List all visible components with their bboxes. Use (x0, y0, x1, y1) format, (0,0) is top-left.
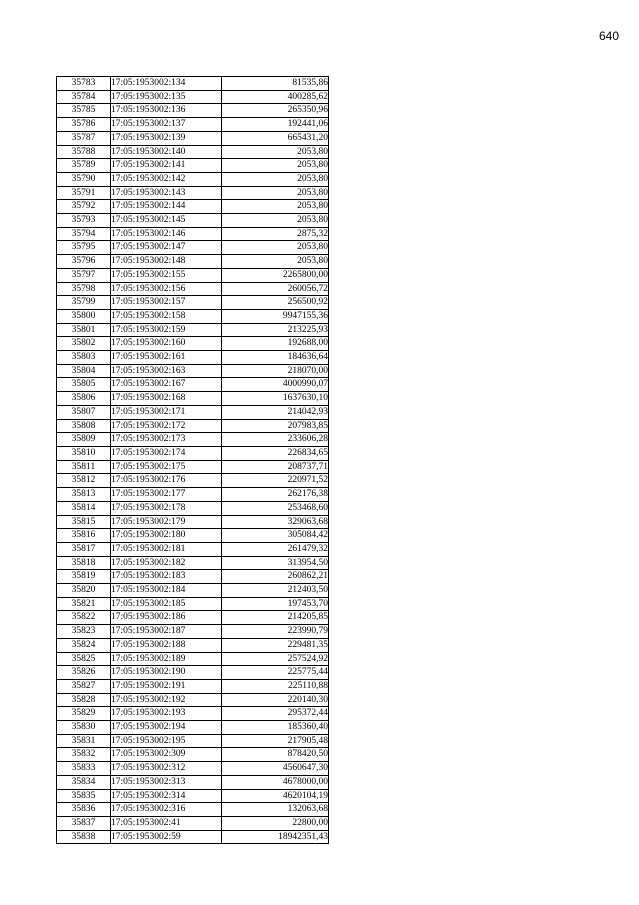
row-number-cell: 35787 (57, 131, 111, 145)
cadastral-value-cell: 253468,60 (222, 501, 329, 515)
cadastral-value-cell: 878420,50 (222, 748, 329, 762)
row-number-cell: 35801 (57, 323, 111, 337)
cadastral-value-cell: 226834,65 (222, 446, 329, 460)
cadastral-number-cell: 17:05:1953002:180 (111, 529, 222, 543)
cadastral-value-cell: 192688,00 (222, 337, 329, 351)
cadastral-number-cell: 17:05:1953002:314 (111, 789, 222, 803)
table-row (57, 611, 329, 625)
row-number-cell: 35812 (57, 474, 111, 488)
row-number-cell: 35786 (57, 118, 111, 132)
row-number-cell: 35838 (57, 830, 111, 844)
row-number-cell: 35824 (57, 638, 111, 652)
cadastral-value-cell: 2053,80 (222, 159, 329, 173)
cadastral-number-cell: 17:05:1953002:157 (111, 296, 222, 310)
cadastral-value-cell: 262176,38 (222, 488, 329, 502)
cadastral-value-cell: 220140,30 (222, 693, 329, 707)
cadastral-value-cell: 295372,44 (222, 707, 329, 721)
table-row (57, 488, 329, 502)
row-number-cell: 35796 (57, 255, 111, 269)
row-number-cell: 35785 (57, 104, 111, 118)
cadastral-number-cell: 17:05:1953002:136 (111, 104, 222, 118)
row-number-cell: 35803 (57, 351, 111, 365)
row-number-cell: 35791 (57, 186, 111, 200)
cadastral-value-cell: 2053,80 (222, 214, 329, 228)
cadastral-value-cell: 9947155,36 (222, 309, 329, 323)
cadastral-value-cell: 233606,28 (222, 433, 329, 447)
table-row (57, 118, 329, 132)
table-row (57, 748, 329, 762)
cadastral-number-cell: 17:05:1953002:41 (111, 816, 222, 830)
table-row (57, 364, 329, 378)
table-row (57, 200, 329, 214)
cadastral-number-cell: 17:05:1953002:179 (111, 515, 222, 529)
table-row (57, 638, 329, 652)
table-row (57, 556, 329, 570)
table-row (57, 789, 329, 803)
row-number-cell: 35820 (57, 584, 111, 598)
cadastral-value-cell: 260862,21 (222, 570, 329, 584)
cadastral-number-cell: 17:05:1953002:176 (111, 474, 222, 488)
row-number-cell: 35831 (57, 734, 111, 748)
cadastral-number-cell: 17:05:1953002:184 (111, 584, 222, 598)
row-number-cell: 35828 (57, 693, 111, 707)
cadastral-value-cell: 2053,80 (222, 241, 329, 255)
cadastral-number-cell: 17:05:1953002:168 (111, 392, 222, 406)
cadastral-number-cell: 17:05:1953002:156 (111, 282, 222, 296)
table-row (57, 584, 329, 598)
cadastral-number-cell: 17:05:1953002:194 (111, 721, 222, 735)
cadastral-number-cell: 17:05:1953002:190 (111, 666, 222, 680)
cadastral-number-cell: 17:05:1953002:160 (111, 337, 222, 351)
table-row (57, 186, 329, 200)
cadastral-number-cell: 17:05:1953002:161 (111, 351, 222, 365)
cadastral-value-cell: 2053,80 (222, 172, 329, 186)
table-row (57, 721, 329, 735)
table-row (57, 734, 329, 748)
cadastral-number-cell: 17:05:1953002:141 (111, 159, 222, 173)
cadastral-value-cell: 265350,96 (222, 104, 329, 118)
table-row (57, 159, 329, 173)
table-row (57, 775, 329, 789)
row-number-cell: 35827 (57, 679, 111, 693)
row-number-cell: 35810 (57, 446, 111, 460)
row-number-cell: 35825 (57, 652, 111, 666)
row-number-cell: 35836 (57, 803, 111, 817)
cadastral-value-cell: 225775,44 (222, 666, 329, 680)
table-body (57, 77, 329, 844)
cadastral-value-cell: 223990,79 (222, 625, 329, 639)
cadastral-value-cell: 2053,80 (222, 145, 329, 159)
table-row (57, 145, 329, 159)
cadastral-number-cell: 17:05:1953002:135 (111, 90, 222, 104)
cadastral-number-cell: 17:05:1953002:313 (111, 775, 222, 789)
row-number-cell: 35821 (57, 597, 111, 611)
cadastral-number-cell: 17:05:1953002:186 (111, 611, 222, 625)
table-row (57, 227, 329, 241)
table-row (57, 679, 329, 693)
cadastral-number-cell: 17:05:1953002:139 (111, 131, 222, 145)
cadastral-value-cell: 192441,06 (222, 118, 329, 132)
table-row (57, 433, 329, 447)
row-number-cell: 35798 (57, 282, 111, 296)
table-row (57, 501, 329, 515)
cadastral-number-cell: 17:05:1953002:174 (111, 446, 222, 460)
row-number-cell: 35784 (57, 90, 111, 104)
cadastral-number-cell: 17:05:1953002:175 (111, 460, 222, 474)
cadastral-value-cell: 217905,48 (222, 734, 329, 748)
table-row (57, 419, 329, 433)
row-number-cell: 35808 (57, 419, 111, 433)
cadastral-value-table (56, 76, 329, 844)
cadastral-number-cell: 17:05:1953002:167 (111, 378, 222, 392)
cadastral-value-cell: 18942351,43 (222, 830, 329, 844)
table-row (57, 309, 329, 323)
table-row (57, 392, 329, 406)
table-row (57, 282, 329, 296)
cadastral-number-cell: 17:05:1953002:137 (111, 118, 222, 132)
cadastral-number-cell: 17:05:1953002:193 (111, 707, 222, 721)
cadastral-number-cell: 17:05:1953002:134 (111, 77, 222, 91)
row-number-cell: 35818 (57, 556, 111, 570)
cadastral-number-cell: 17:05:1953002:309 (111, 748, 222, 762)
row-number-cell: 35823 (57, 625, 111, 639)
table-row (57, 830, 329, 844)
cadastral-number-cell: 17:05:1953002:59 (111, 830, 222, 844)
cadastral-number-cell: 17:05:1953002:163 (111, 364, 222, 378)
table-row (57, 172, 329, 186)
cadastral-value-cell: 208737,71 (222, 460, 329, 474)
row-number-cell: 35813 (57, 488, 111, 502)
cadastral-number-cell: 17:05:1953002:189 (111, 652, 222, 666)
row-number-cell: 35795 (57, 241, 111, 255)
row-number-cell: 35816 (57, 529, 111, 543)
cadastral-value-cell: 256500,92 (222, 296, 329, 310)
row-number-cell: 35835 (57, 789, 111, 803)
cadastral-value-cell: 212403,50 (222, 584, 329, 598)
table-row (57, 762, 329, 776)
row-number-cell: 35792 (57, 200, 111, 214)
table-row (57, 323, 329, 337)
cadastral-number-cell: 17:05:1953002:183 (111, 570, 222, 584)
table-row (57, 90, 329, 104)
table-row (57, 803, 329, 817)
row-number-cell: 35830 (57, 721, 111, 735)
cadastral-number-cell: 17:05:1953002:146 (111, 227, 222, 241)
cadastral-value-cell: 329063,68 (222, 515, 329, 529)
row-number-cell: 35797 (57, 268, 111, 282)
cadastral-number-cell: 17:05:1953002:140 (111, 145, 222, 159)
row-number-cell: 35805 (57, 378, 111, 392)
table-row (57, 214, 329, 228)
cadastral-number-cell: 17:05:1953002:195 (111, 734, 222, 748)
cadastral-value-cell: 2053,80 (222, 255, 329, 269)
cadastral-number-cell: 17:05:1953002:144 (111, 200, 222, 214)
cadastral-value-cell: 313954,50 (222, 556, 329, 570)
row-number-cell: 35802 (57, 337, 111, 351)
row-number-cell: 35834 (57, 775, 111, 789)
row-number-cell: 35817 (57, 542, 111, 556)
cadastral-value-cell: 132063,68 (222, 803, 329, 817)
table-row (57, 405, 329, 419)
cadastral-value-cell: 2053,80 (222, 186, 329, 200)
table-row (57, 241, 329, 255)
cadastral-number-cell: 17:05:1953002:147 (111, 241, 222, 255)
row-number-cell: 35815 (57, 515, 111, 529)
row-number-cell: 35788 (57, 145, 111, 159)
cadastral-value-cell: 184636,64 (222, 351, 329, 365)
cadastral-number-cell: 17:05:1953002:145 (111, 214, 222, 228)
cadastral-number-cell: 17:05:1953002:158 (111, 309, 222, 323)
row-number-cell: 35833 (57, 762, 111, 776)
table-row (57, 255, 329, 269)
cadastral-value-cell: 2053,80 (222, 200, 329, 214)
cadastral-number-cell: 17:05:1953002:148 (111, 255, 222, 269)
page-number: 640 (598, 29, 619, 43)
cadastral-value-cell: 400285,62 (222, 90, 329, 104)
table-row (57, 131, 329, 145)
cadastral-value-cell: 305084,42 (222, 529, 329, 543)
cadastral-number-cell: 17:05:1953002:159 (111, 323, 222, 337)
cadastral-value-cell: 213225,93 (222, 323, 329, 337)
table-row (57, 597, 329, 611)
table-row (57, 666, 329, 680)
cadastral-number-cell: 17:05:1953002:171 (111, 405, 222, 419)
row-number-cell: 35819 (57, 570, 111, 584)
cadastral-value-cell: 229481,35 (222, 638, 329, 652)
table-row (57, 515, 329, 529)
cadastral-value-cell: 22800,00 (222, 816, 329, 830)
table-row (57, 542, 329, 556)
table-row (57, 816, 329, 830)
cadastral-value-cell: 261479,32 (222, 542, 329, 556)
cadastral-value-cell: 220971,52 (222, 474, 329, 488)
cadastral-value-cell: 4620104,19 (222, 789, 329, 803)
cadastral-number-cell: 17:05:1953002:187 (111, 625, 222, 639)
cadastral-value-cell: 214042,93 (222, 405, 329, 419)
cadastral-number-cell: 17:05:1953002:185 (111, 597, 222, 611)
cadastral-value-cell: 665431,20 (222, 131, 329, 145)
table-row (57, 446, 329, 460)
table-row (57, 529, 329, 543)
row-number-cell: 35832 (57, 748, 111, 762)
table-row (57, 693, 329, 707)
row-number-cell: 35807 (57, 405, 111, 419)
table-row (57, 474, 329, 488)
cadastral-number-cell: 17:05:1953002:191 (111, 679, 222, 693)
row-number-cell: 35806 (57, 392, 111, 406)
cadastral-number-cell: 17:05:1953002:316 (111, 803, 222, 817)
cadastral-value-cell: 225110,88 (222, 679, 329, 693)
cadastral-number-cell: 17:05:1953002:181 (111, 542, 222, 556)
row-number-cell: 35829 (57, 707, 111, 721)
cadastral-number-cell: 17:05:1953002:177 (111, 488, 222, 502)
cadastral-number-cell: 17:05:1953002:178 (111, 501, 222, 515)
cadastral-number-cell: 17:05:1953002:143 (111, 186, 222, 200)
table-row (57, 570, 329, 584)
cadastral-value-cell: 218070,00 (222, 364, 329, 378)
cadastral-value-cell: 4000990,07 (222, 378, 329, 392)
row-number-cell: 35794 (57, 227, 111, 241)
table-row (57, 104, 329, 118)
cadastral-number-cell: 17:05:1953002:155 (111, 268, 222, 282)
cadastral-number-cell: 17:05:1953002:172 (111, 419, 222, 433)
table-row (57, 337, 329, 351)
row-number-cell: 35799 (57, 296, 111, 310)
cadastral-number-cell: 17:05:1953002:182 (111, 556, 222, 570)
row-number-cell: 35789 (57, 159, 111, 173)
cadastral-number-cell: 17:05:1953002:192 (111, 693, 222, 707)
cadastral-value-cell: 257524,92 (222, 652, 329, 666)
cadastral-value-cell: 4678000,00 (222, 775, 329, 789)
row-number-cell: 35793 (57, 214, 111, 228)
cadastral-value-cell: 197453,70 (222, 597, 329, 611)
row-number-cell: 35800 (57, 309, 111, 323)
table-row (57, 652, 329, 666)
row-number-cell: 35814 (57, 501, 111, 515)
cadastral-value-cell: 260056,72 (222, 282, 329, 296)
table-row (57, 296, 329, 310)
table-row (57, 707, 329, 721)
row-number-cell: 35811 (57, 460, 111, 474)
cadastral-number-cell: 17:05:1953002:142 (111, 172, 222, 186)
row-number-cell: 35826 (57, 666, 111, 680)
cadastral-value-cell: 81535,86 (222, 77, 329, 91)
table-row (57, 77, 329, 91)
cadastral-value-cell: 2875,32 (222, 227, 329, 241)
row-number-cell: 35790 (57, 172, 111, 186)
row-number-cell: 35809 (57, 433, 111, 447)
row-number-cell: 35804 (57, 364, 111, 378)
table-row (57, 625, 329, 639)
cadastral-value-cell: 1637630,10 (222, 392, 329, 406)
cadastral-number-cell: 17:05:1953002:188 (111, 638, 222, 652)
cadastral-value-cell: 4560647,30 (222, 762, 329, 776)
row-number-cell: 35783 (57, 77, 111, 91)
cadastral-value-cell: 207983,85 (222, 419, 329, 433)
row-number-cell: 35837 (57, 816, 111, 830)
table-row (57, 378, 329, 392)
cadastral-value-cell: 185360,40 (222, 721, 329, 735)
cadastral-value-cell: 214205,85 (222, 611, 329, 625)
table-row (57, 268, 329, 282)
table-row (57, 460, 329, 474)
table-row (57, 351, 329, 365)
cadastral-number-cell: 17:05:1953002:173 (111, 433, 222, 447)
row-number-cell: 35822 (57, 611, 111, 625)
cadastral-value-cell: 2265800,00 (222, 268, 329, 282)
cadastral-number-cell: 17:05:1953002:312 (111, 762, 222, 776)
